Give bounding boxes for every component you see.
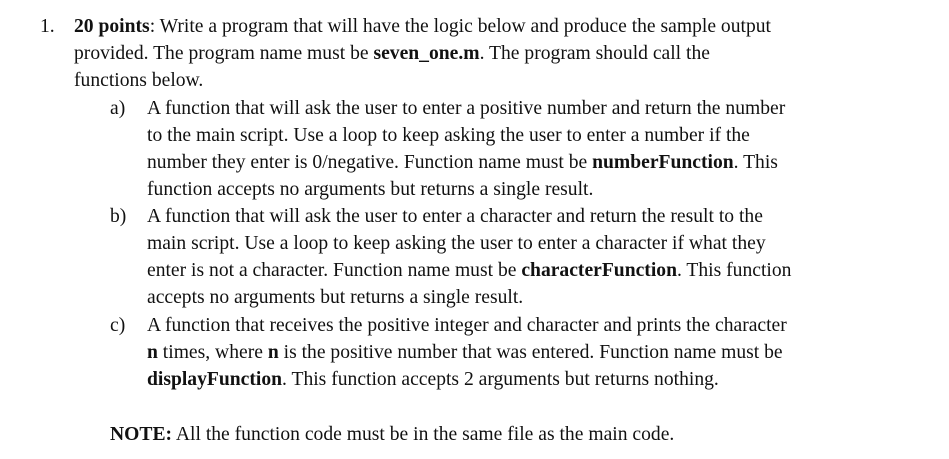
item-a-text-3b: . This bbox=[733, 152, 778, 173]
item-c-letter: c) bbox=[110, 315, 126, 336]
item-a-line-1 bbox=[147, 95, 785, 122]
note-label: NOTE: bbox=[110, 424, 173, 445]
variable-n: n bbox=[147, 342, 158, 363]
function-name-number: numberFunction bbox=[592, 152, 734, 173]
item-b-text-1: A function that will ask the user to enter a character and return the result to the bbox=[147, 206, 763, 227]
question-number: 1. bbox=[40, 16, 55, 37]
points-label: 20 points bbox=[74, 16, 150, 37]
intro-text-2b: . The program should call the bbox=[479, 43, 710, 64]
item-a-line-4 bbox=[147, 176, 593, 203]
item-c-line-2 bbox=[147, 339, 783, 366]
item-b-text-4: accepts no arguments but returns a single result. bbox=[147, 287, 524, 308]
item-c-line-1 bbox=[147, 312, 787, 339]
question-intro-line-1 bbox=[74, 13, 771, 40]
intro-text-2a: provided. The program name must be bbox=[74, 43, 374, 64]
program-name: seven_one.m bbox=[373, 43, 480, 64]
note-text: All the function code must be in the same file as the main code. bbox=[172, 424, 675, 445]
item-b-line-1 bbox=[147, 203, 763, 230]
item-c-text-2b: is the positive number that was entered. Function name must be bbox=[278, 342, 783, 363]
item-b-letter: b) bbox=[110, 206, 127, 227]
note-line bbox=[110, 421, 674, 448]
item-b-text-3b: . This function bbox=[676, 260, 792, 281]
item-c-text-2a: times, where bbox=[157, 342, 268, 363]
question-intro-line-2 bbox=[74, 40, 710, 67]
item-c-line-3 bbox=[147, 366, 719, 393]
variable-n: n bbox=[267, 342, 279, 363]
question-intro-line-3 bbox=[74, 67, 203, 94]
item-b-line-2 bbox=[147, 230, 766, 257]
item-a-text-3a: number they enter is 0/negative. Function name must be bbox=[147, 152, 593, 173]
item-a-text-1: A function that will ask the user to enter a positive number and return the number bbox=[147, 98, 786, 119]
item-a-line-3 bbox=[147, 149, 778, 176]
function-name-display: displayFunction bbox=[147, 369, 283, 390]
item-a-text-2: to the main script. Use a loop to keep asking the user to enter a number if the bbox=[147, 125, 750, 146]
item-b-text-3a: enter is not a character. Function name must be bbox=[147, 260, 522, 281]
item-c-text-1: A function that receives the positive integer and character and prints the character bbox=[147, 315, 787, 336]
intro-text-3: functions below. bbox=[74, 70, 204, 91]
item-a-text-4: function accepts no arguments but returns a single result. bbox=[147, 179, 594, 200]
item-a-line-2 bbox=[147, 122, 750, 149]
intro-text-1: : Write a program that will have the logic below and produce the sample output bbox=[149, 16, 772, 37]
item-b-text-2: main script. Use a loop to keep asking the user to enter a character if what they bbox=[147, 233, 766, 254]
item-a-letter: a) bbox=[110, 98, 126, 119]
item-b-line-4 bbox=[147, 284, 523, 311]
item-c-text-3b: . This function accepts 2 arguments but returns nothing. bbox=[282, 369, 719, 390]
function-name-character: characterFunction bbox=[521, 260, 677, 281]
item-b-line-3 bbox=[147, 257, 791, 284]
